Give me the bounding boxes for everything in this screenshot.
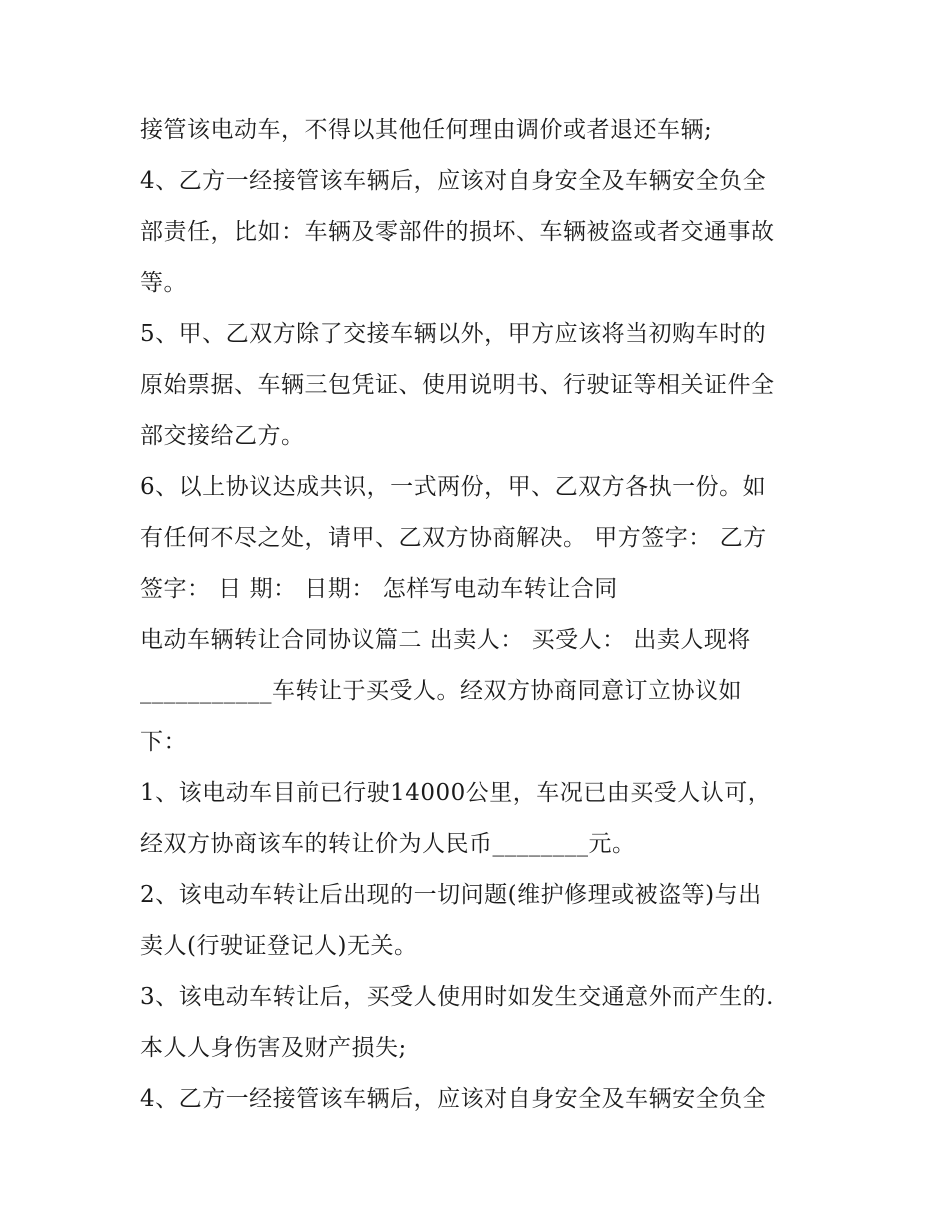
text-line: 部交接给乙方。 — [140, 423, 305, 449]
text-line: ___________车转让于买受人。经双方协商同意订立协议如 — [140, 678, 742, 704]
text-line: 本人人身伤害及财产损失; — [140, 1035, 407, 1061]
text-line: 接管该电动车，不得以其他任何理由调价或者退还车辆; — [140, 117, 713, 143]
text-line: 签字： 日 期： 日期： 怎样写电动车转让合同 — [140, 576, 618, 602]
text-line: 部责任，比如：车辆及零部件的损坏、车辆被盗或者交通事故 — [140, 219, 775, 245]
text-line: 有任何不尽之处，请甲、乙双方协商解决。 甲方签字： 乙方 — [140, 525, 767, 551]
text-line: 等。 — [140, 270, 187, 296]
text-line: 卖人(行驶证登记人)无关。 — [140, 933, 418, 959]
text-line: 经双方协商该车的转让价为人民币________元。 — [140, 831, 636, 857]
text-line: 原始票据、车辆三包凭证、使用说明书、行驶证等相关证件全 — [140, 372, 775, 398]
text-line: 3、该电动车转让后，买受人使用时如发生交通意外而产生的. — [140, 984, 774, 1010]
text-line: 下： — [140, 729, 187, 755]
text-line: 5、甲、乙双方除了交接车辆以外，甲方应该将当初购车时的 — [140, 321, 767, 347]
text-line: 4、乙方一经接管该车辆后，应该对自身安全及车辆安全负全 — [140, 168, 767, 194]
text-line: 4、乙方一经接管该车辆后，应该对自身安全及车辆安全负全 — [140, 1086, 767, 1112]
text-line: 电动车辆转让合同协议篇二 出卖人： 买受人： 出卖人现将 — [140, 627, 751, 653]
text-line: 1、该电动车目前已行驶14000公里，车况已由买受人认可， — [140, 780, 772, 806]
text-line: 2、该电动车转让后出现的一切问题(维护修理或被盗等)与出 — [140, 882, 762, 908]
text-line: 6、以上协议达成共识，一式两份，甲、乙双方各执一份。如 — [140, 474, 767, 500]
